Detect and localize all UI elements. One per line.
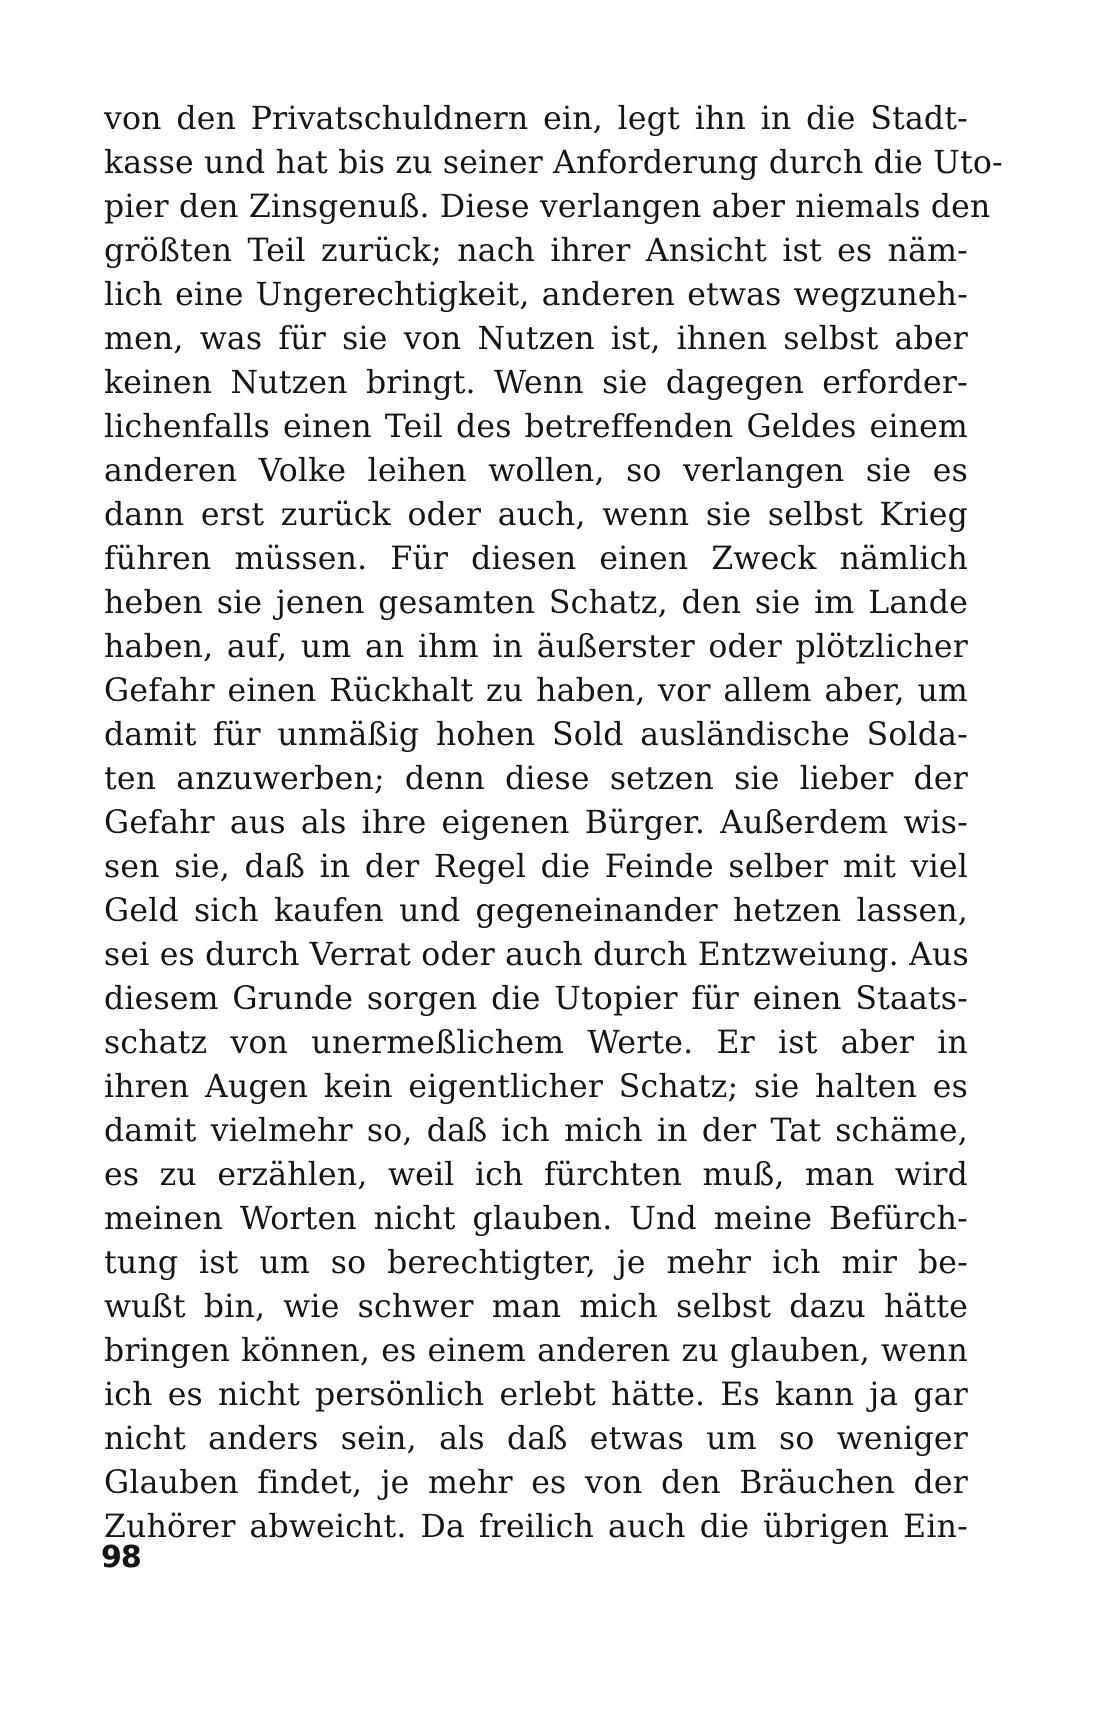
page-number: 98 (101, 1540, 141, 1575)
text-line: sei es durch Verrat oder auch durch Entzweiung. Aus (104, 937, 969, 973)
text-line: dann erst zurück oder auch, wenn sie selbst Krieg (104, 497, 968, 533)
text-line: größten Teil zurück; nach ihrer Ansicht ist es näm- (104, 233, 968, 269)
text-line: sen sie, daß in der Regel die Feinde selber mit viel (104, 849, 968, 885)
text-line: Gefahr aus als ihre eigenen Bürger. Außerdem wis- (104, 805, 968, 841)
text-line: meinen Worten nicht glauben. Und meine Befürch- (104, 1201, 968, 1237)
text-line: damit vielmehr so, daß ich mich in der Tat schäme, (104, 1113, 968, 1149)
text-line: lichenfalls einen Teil des betreffenden Geldes einem (104, 409, 968, 445)
text-line: ten anzuwerben; denn diese setzen sie lieber der (104, 761, 968, 797)
text-line: anderen Volke leihen wollen, so verlangen sie es (104, 453, 968, 489)
text-line: damit für unmäßig hohen Sold ausländische Solda- (104, 717, 968, 753)
text-line: heben sie jenen gesamten Schatz, den sie im Lande (104, 585, 968, 621)
body-text (104, 97, 1003, 1549)
text-line: diesem Grunde sorgen die Utopier für einen Staats- (104, 981, 968, 1017)
text-line: haben, auf, um an ihm in äußerster oder plötzlicher (104, 629, 968, 665)
text-line: wußt bin, wie schwer man mich selbst dazu hätte (104, 1289, 968, 1325)
text-line: bringen können, es einem anderen zu glauben, wenn (104, 1333, 968, 1369)
text-line: es zu erzählen, weil ich fürchten muß, man wird (104, 1157, 968, 1193)
text-line: keinen Nutzen bringt. Wenn sie dagegen erforder- (104, 365, 968, 401)
text-line: Zuhörer abweicht. Da freilich auch die übrigen Ein- (104, 1509, 968, 1545)
text-line: kasse und hat bis zu seiner Anforderung durch die Uto- (104, 145, 1003, 181)
text-line: ihren Augen kein eigentlicher Schatz; sie halten es (104, 1069, 968, 1105)
text-line: Geld sich kaufen und gegeneinander hetzen lassen, (104, 893, 968, 929)
text-line: nicht anders sein, als daß etwas um so weniger (104, 1421, 968, 1457)
text-line: führen müssen. Für diesen einen Zweck nämlich (104, 541, 968, 577)
text-line: men, was für sie von Nutzen ist, ihnen selbst aber (104, 321, 968, 357)
text-line: schatz von unermeßlichem Werte. Er ist aber in (104, 1025, 968, 1061)
text-line: pier den Zinsgenuß. Diese verlangen aber niemals den (104, 189, 991, 225)
text-line: lich eine Ungerechtigkeit, anderen etwas wegzuneh- (104, 277, 968, 313)
text-line: Gefahr einen Rückhalt zu haben, vor allem aber, um (104, 673, 968, 709)
text-line: Glauben findet, je mehr es von den Bräuchen der (104, 1465, 968, 1501)
text-line: von den Privatschuldnern ein, legt ihn in die Stadt- (104, 101, 968, 137)
text-line: ich es nicht persönlich erlebt hätte. Es kann ja gar (104, 1377, 968, 1413)
text-line: tung ist um so berechtigter, je mehr ich mir be- (104, 1245, 968, 1281)
